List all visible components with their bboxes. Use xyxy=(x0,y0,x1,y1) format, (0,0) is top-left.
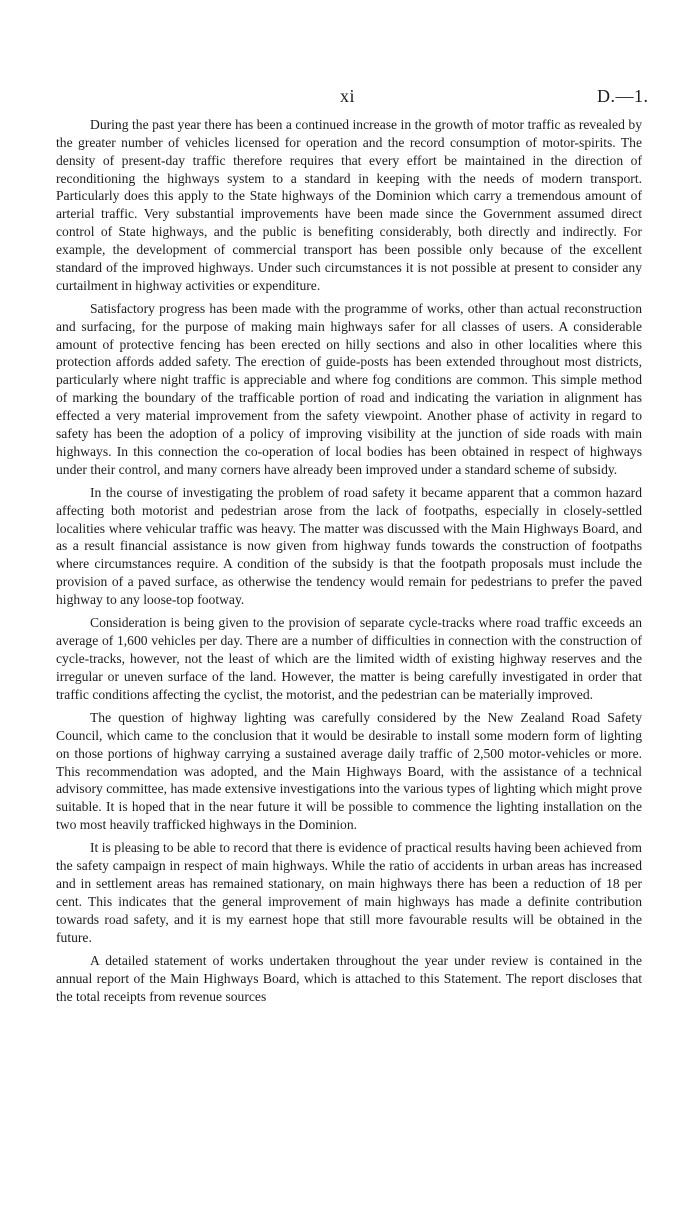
document-reference: D.—1. xyxy=(597,86,649,106)
paragraph-safety-works: Satisfactory progress has been made with the programme of works, other than actual reconstruction and surfacing, for the purpose of making main highways safer for all classes of users. A considerable amount of protective fencing has been erected on hilly sections and also in other localities where this protection affords added safety. The erection of guide-posts has been extended throughout most districts, particularly where night traffic is appreciable and where fog conditions are common. This simple method of marking the boundary of the trafficable portion of road and indicating the variation in alignment has effected a very material improvement from the safety viewpoint. Another phase of activity in regard to safety has been the adoption of a policy of improving visibility at the junction of side roads with main highways. In this connection the co-operation of local bodies has been obtained in respect of highways under their control, and many corners have already been improved under a standard scheme of subsidy. xyxy=(56,300,642,477)
paragraph-works-statement: A detailed statement of works undertaken throughout the year under review is contained in the annual report of the Main Highways Board, which is attached to this Statement. The report discloses that the total receipts from revenue sources xyxy=(56,952,642,1004)
body-text xyxy=(56,116,642,1011)
paragraph-safety-results: It is pleasing to be able to record that there is evidence of practical results having been achieved from the safety campaign in respect of main highways. While the ratio of accidents in urban areas has increased and in settlement areas has remained stationary, on main highways there has been a reduction of 18 per cent. This indicates that the general improvement of main highways has made a definite contribution towards road safety, and it is my earnest hope that still more favourable results will be obtained in the future. xyxy=(56,840,642,945)
paragraph-cycle-tracks: Consideration is being given to the provision of separate cycle-tracks where road traffic exceeds an average of 1,600 vehicles per day. There are a number of difficulties in connection with the construction of cycle-tracks, however, not the least of which are the limited width of existing highway reserves and the irregular or uneven surface of the land. However, the matter is being carefully investigated in order that traffic conditions affecting the cyclist, the motorist, and the pedestrian can be materially improved. xyxy=(56,615,642,702)
paragraph-highway-lighting: The question of highway lighting was carefully considered by the New Zealand Road Safety Council, which came to the conclusion that it would be desirable to install some modern form of lighting on those portions of highway carrying a sustained average daily traffic of 2,500 motor-vehicles or more. This recommendation was adopted, and the Main Highways Board, with the assistance of a technical advisory committee, has made extensive investigations into the various types of lighting which might prove suitable. It is hoped that in the near future it will be possible to commence the lighting installation on the two most heavily trafficked highways in the Dominion. xyxy=(56,710,642,833)
page-header xyxy=(0,86,700,108)
paragraph-traffic-growth: During the past year there has been a continued increase in the growth of motor traffic as revealed by the greater number of vehicles licensed for operation and the record consumption of motor-spirits. The density of present-day traffic therefore requires that every effort be maintained in the direction of reconditioning the highways system to a standard in keeping with the needs of modern transport. Particularly does this apply to the State highways of the Dominion which carry a tremendous amount of arterial traffic. Very substantial improvements have been made since the Government assumed direct control of State highways, and the public is benefiting considerably, both directly and indirectly. For example, the development of commercial transport has been possible only because of the excellent standard of the improved highways. Under such circumstances it is not possible at present to consider any curtailment in highway activities or expenditure. xyxy=(56,117,642,293)
paragraph-footpaths: In the course of investigating the problem of road safety it became apparent that a common hazard affecting both motorist and pedestrian arose from the lack of footpaths, especially in closely-settled localities where vehicular traffic was heavy. The matter was discussed with the Main Highways Board, and as a result financial assistance is now given from highway funds towards the construction of footpaths where circumstances require. A condition of the subsidy is that the footpath proposals must include the provision of a paved surface, as otherwise the tendency would remain for pedestrians to prefer the paved highway to any loose-top footway. xyxy=(56,484,642,607)
page-number: xi xyxy=(340,86,356,106)
